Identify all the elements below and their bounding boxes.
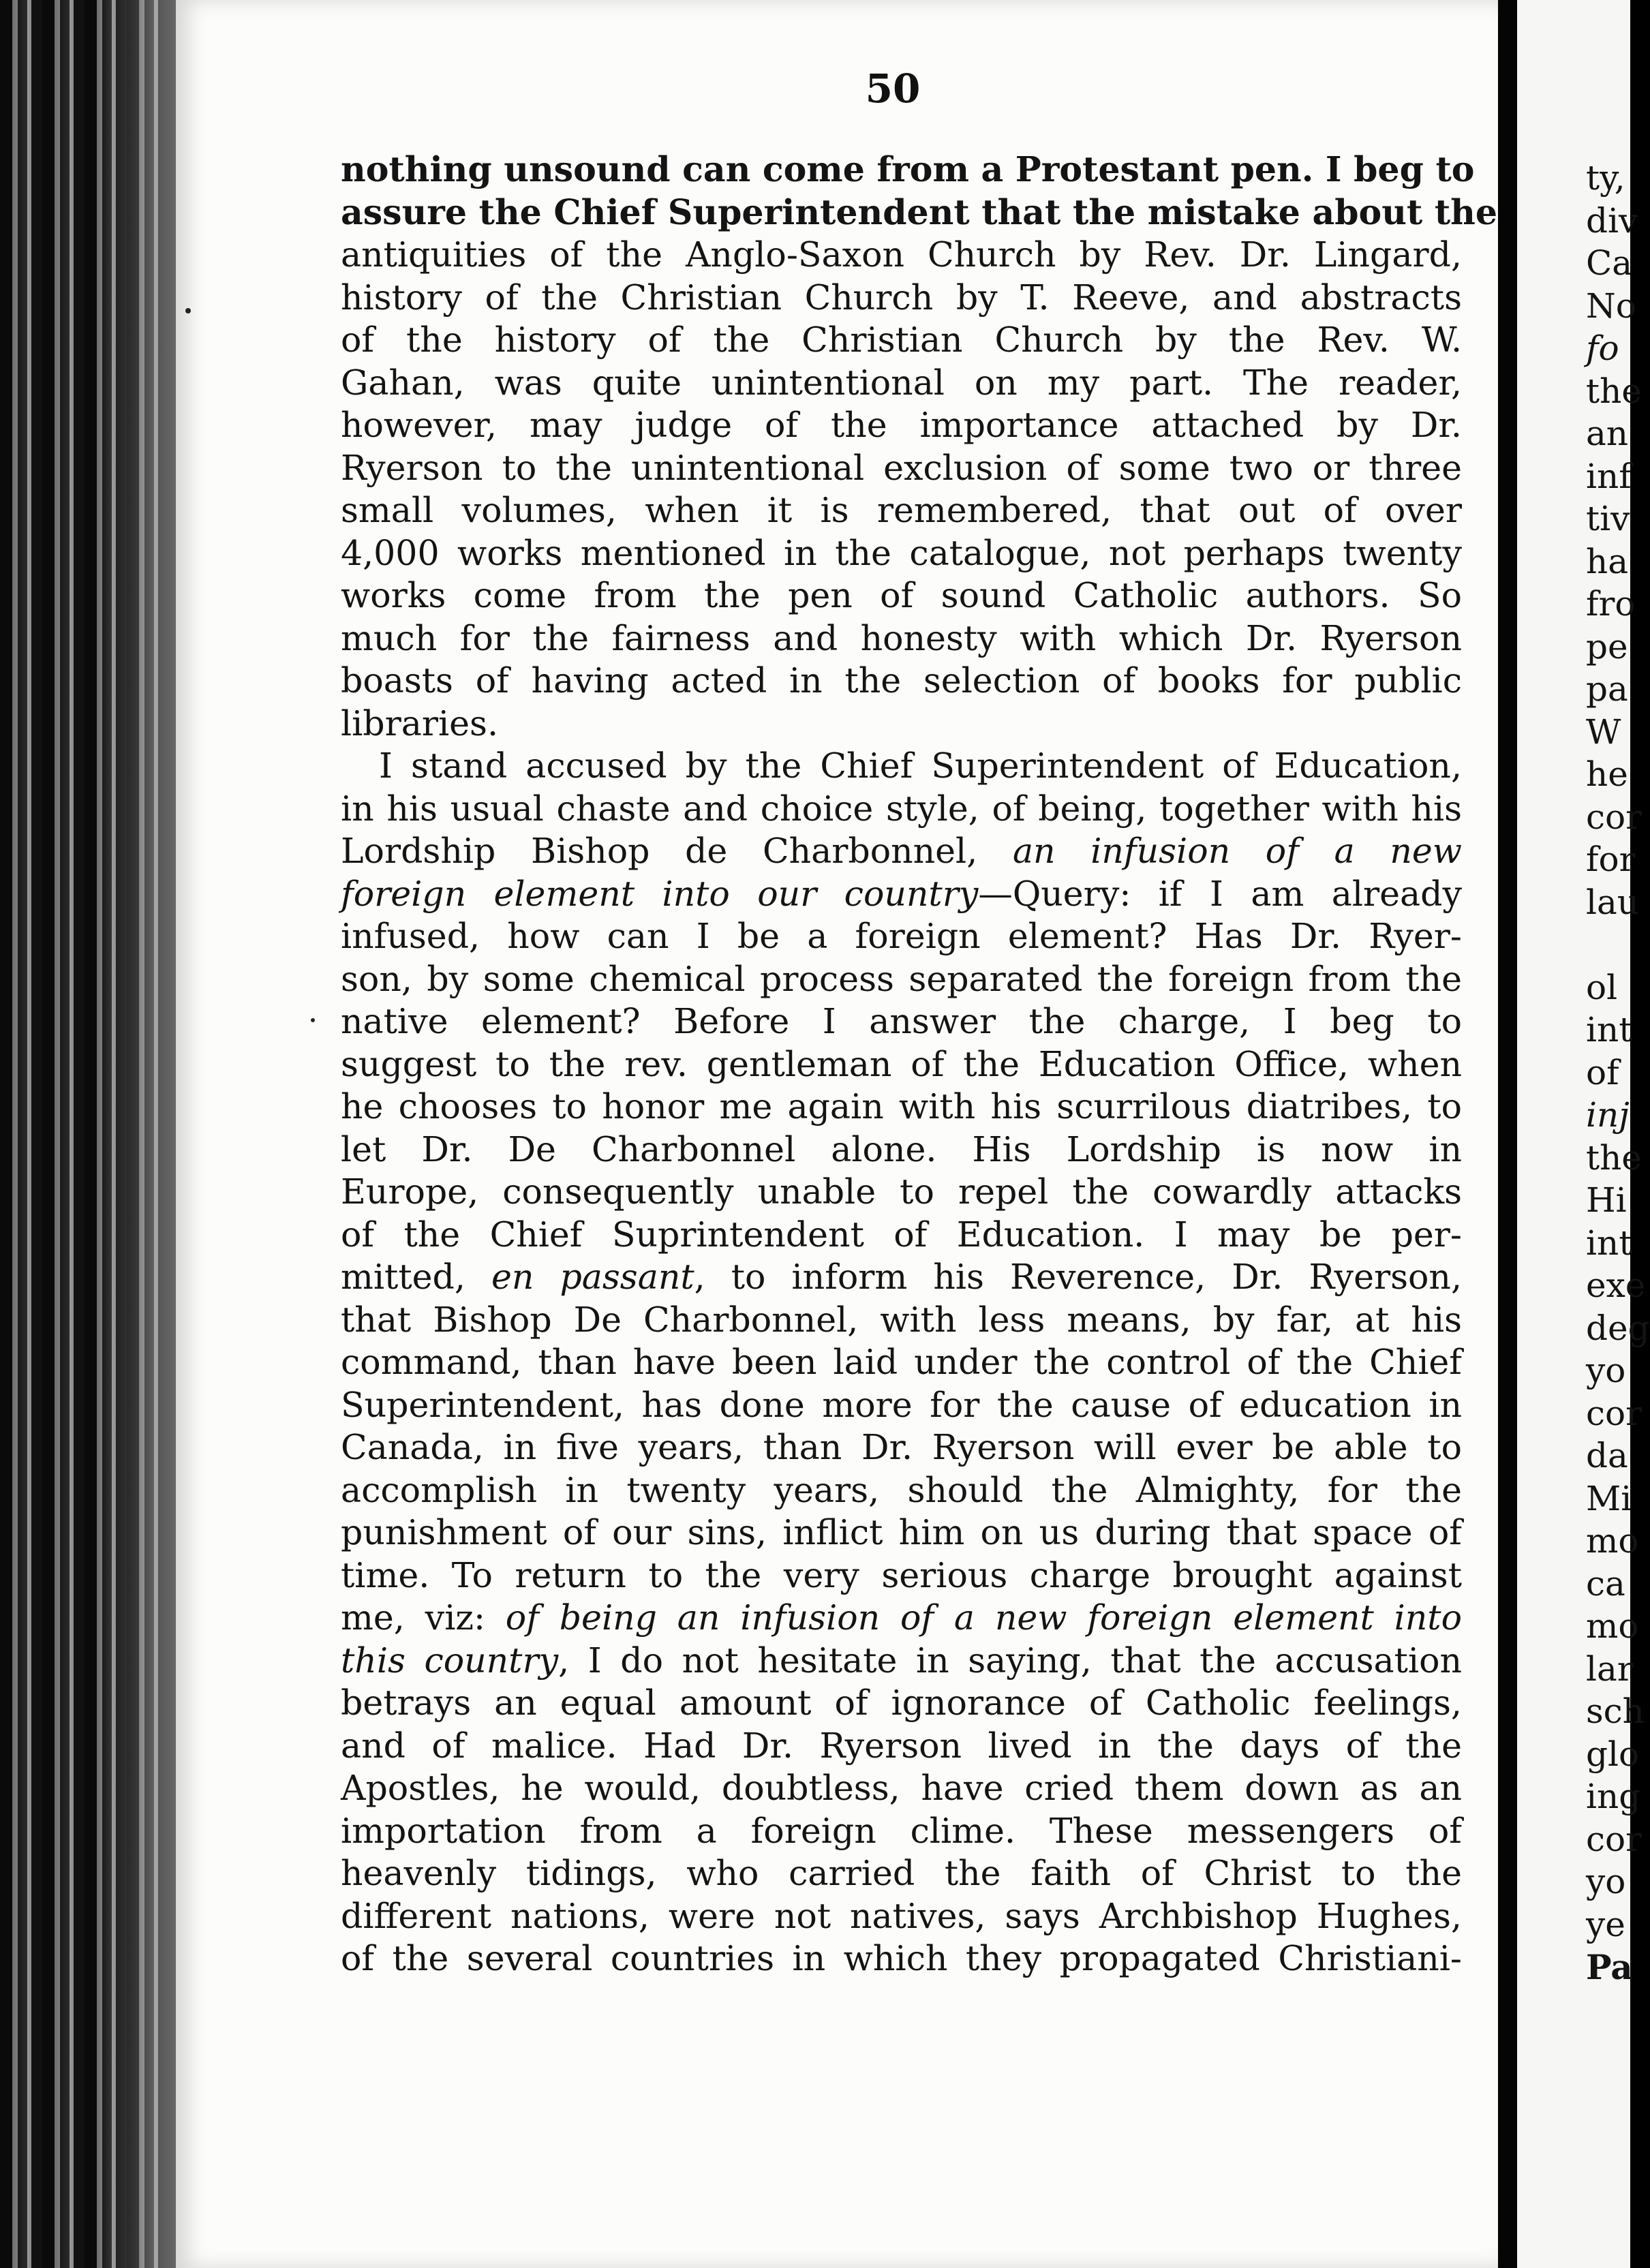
right-page-fragment: yo bbox=[1586, 1862, 1626, 1901]
text-line bbox=[341, 1299, 1462, 1342]
text-line bbox=[341, 1000, 1462, 1043]
text-segment: mitted, bbox=[341, 1257, 491, 1297]
text-line bbox=[341, 1554, 1462, 1597]
text-segment: of the several countries in which they propagated Christiani- bbox=[341, 1938, 1462, 1978]
text-line bbox=[341, 703, 1462, 746]
right-page-fragment: cor bbox=[1586, 1819, 1643, 1859]
right-page-fragment: ty, bbox=[1586, 158, 1625, 198]
text-line bbox=[341, 1852, 1462, 1895]
text-segment: son, by some chemical process separated the foreign from the bbox=[341, 958, 1462, 999]
right-page-fragment: for bbox=[1586, 840, 1636, 879]
text-segment: 4,000 works mentioned in the catalogue, not perhaps twenty bbox=[341, 532, 1462, 573]
text-segment: let Dr. De Charbonnel alone. His Lordship is now in bbox=[341, 1129, 1462, 1169]
text-line bbox=[341, 1937, 1462, 1980]
right-page-fragment: mo bbox=[1586, 1606, 1639, 1646]
text-segment: Europe, consequently unable to repel the cowardly attacks bbox=[341, 1171, 1462, 1212]
right-page-fragment: ol bbox=[1586, 967, 1618, 1007]
right-page-fragment: an bbox=[1586, 414, 1629, 453]
text-segment: , to inform his Reverence, Dr. Ryerson, bbox=[694, 1257, 1462, 1297]
right-page-fragment: yo bbox=[1586, 1351, 1626, 1390]
right-page-fragment: sch bbox=[1586, 1691, 1645, 1731]
italic-text: foreign element into our country bbox=[341, 873, 979, 914]
right-page-fragment: No bbox=[1586, 286, 1636, 326]
text-line bbox=[341, 915, 1462, 958]
right-page-fragment: ha bbox=[1586, 541, 1629, 581]
text-segment: accomplish in twenty years, should the Almighty, for the bbox=[341, 1469, 1462, 1510]
right-page-fragment: the bbox=[1586, 371, 1642, 411]
text-line bbox=[341, 362, 1462, 405]
text-segment: nothing unsound can come from a Protestant pen. I beg to bbox=[341, 149, 1475, 189]
text-line bbox=[341, 1256, 1462, 1299]
text-segment: infused, how can I be a foreign element? Has Dr. Ryer- bbox=[341, 916, 1462, 956]
right-page-fragment: Ca bbox=[1586, 243, 1633, 283]
text-line bbox=[341, 489, 1462, 532]
right-page-fragment: glo bbox=[1586, 1734, 1640, 1774]
text-line bbox=[341, 1767, 1462, 1810]
text-line bbox=[341, 1341, 1462, 1384]
right-page-fragment: deg bbox=[1586, 1308, 1650, 1348]
text-segment: antiquities of the Anglo-Saxon Church by Rev. Dr. Lingard, bbox=[341, 234, 1462, 275]
page-divider bbox=[1498, 0, 1517, 2268]
text-line bbox=[341, 319, 1462, 362]
text-line bbox=[341, 1725, 1462, 1768]
text-line bbox=[341, 1512, 1462, 1554]
text-line bbox=[341, 1043, 1462, 1086]
text-line bbox=[341, 745, 1462, 788]
text-line bbox=[341, 617, 1462, 660]
right-page-fragment: W bbox=[1586, 711, 1621, 752]
italic-text: en passant bbox=[491, 1257, 694, 1297]
text-line bbox=[341, 1682, 1462, 1725]
text-line bbox=[341, 1895, 1462, 1938]
right-page-fragment: pa bbox=[1586, 669, 1628, 709]
right-page-fragment: inj bbox=[1586, 1095, 1630, 1135]
text-segment: libraries. bbox=[341, 703, 499, 744]
right-page-fragment: exe bbox=[1586, 1266, 1646, 1305]
text-segment: importation from a foreign clime. These messengers of bbox=[341, 1810, 1462, 1851]
page-number: 50 bbox=[865, 65, 921, 112]
text-segment: Ryerson to the unintentional exclusion of some two or three bbox=[341, 447, 1462, 488]
text-line bbox=[341, 1597, 1462, 1640]
right-page-fragment: cor bbox=[1586, 797, 1643, 837]
text-line bbox=[341, 234, 1462, 277]
text-segment: punishment of our sins, inflict him on us during that space of bbox=[341, 1512, 1462, 1552]
right-page-fragment: Mi bbox=[1586, 1478, 1632, 1518]
right-page-fragment: int bbox=[1586, 1010, 1633, 1049]
text-segment: me, viz: bbox=[341, 1597, 506, 1638]
text-segment: works come from the pen of sound Catholic authors. So bbox=[341, 575, 1462, 615]
ink-speck bbox=[311, 1018, 315, 1022]
right-page-fragment: lau bbox=[1586, 882, 1640, 922]
right-page-fragment: int bbox=[1586, 1223, 1633, 1263]
text-segment: of the history of the Christian Church by the Rev. W. bbox=[341, 320, 1462, 360]
text-segment: and of malice. Had Dr. Ryerson lived in the days of the bbox=[341, 1725, 1462, 1766]
gutter-shadow bbox=[102, 0, 184, 2268]
text-segment: Superintendent, has done more for the cause of education in bbox=[341, 1384, 1462, 1425]
text-segment: Gahan, was quite unintentional on my part. The reader, bbox=[341, 362, 1462, 403]
text-line bbox=[341, 447, 1462, 490]
text-segment: time. To return to the very serious charge brought against bbox=[341, 1554, 1462, 1595]
text-segment: command, than have been laid under the control of the Chief bbox=[341, 1342, 1462, 1382]
text-line bbox=[341, 277, 1462, 320]
text-segment: he chooses to honor me again with his scurrilous diatribes, to bbox=[341, 1086, 1462, 1127]
right-page-fragment: he bbox=[1586, 754, 1628, 794]
text-line bbox=[341, 830, 1462, 873]
text-line bbox=[341, 1640, 1462, 1683]
text-segment: Lordship Bishop de Charbonnel, bbox=[341, 831, 1013, 871]
text-segment: I stand accused by the Chief Superintendent of Education, bbox=[379, 746, 1462, 786]
right-page-fragment: of bbox=[1586, 1052, 1619, 1092]
right-page-fragment: fo bbox=[1586, 328, 1619, 368]
right-page-fragment: cor bbox=[1586, 1393, 1643, 1433]
text-segment: betrays an equal amount of ignorance of Catholic feelings, bbox=[341, 1683, 1462, 1723]
italic-text: this country bbox=[341, 1640, 559, 1681]
text-segment: that Bishop De Charbonnel, with less means, by far, at his bbox=[341, 1299, 1462, 1340]
text-line bbox=[341, 788, 1462, 831]
right-page-fragment: ing bbox=[1586, 1777, 1641, 1816]
right-page-fragment: inf bbox=[1586, 456, 1632, 496]
text-segment: Apostles, he would, doubtless, have cried them down as an bbox=[341, 1768, 1462, 1808]
body-text bbox=[341, 149, 1498, 1980]
right-page-fragment: mo bbox=[1586, 1521, 1639, 1561]
text-segment: boasts of having acted in the selection of books for public bbox=[341, 660, 1462, 701]
text-line bbox=[341, 149, 1475, 191]
text-segment: different nations, were not natives, says Archbishop Hughes, bbox=[341, 1895, 1462, 1936]
right-page-fragment: pe bbox=[1586, 626, 1628, 666]
right-page-fragment: div bbox=[1586, 200, 1638, 241]
right-page-fragment: lar bbox=[1586, 1649, 1634, 1689]
text-line bbox=[341, 1129, 1462, 1171]
text-line bbox=[341, 532, 1462, 575]
text-line bbox=[341, 191, 1498, 234]
text-segment: of the Chief Suprintendent of Education. I may be per- bbox=[341, 1214, 1462, 1255]
text-line bbox=[341, 1086, 1462, 1129]
ink-speck bbox=[185, 308, 191, 313]
text-segment: however, may judge of the importance attached by Dr. bbox=[341, 405, 1462, 445]
italic-text: of being an infusion of a new foreign element into bbox=[505, 1597, 1462, 1638]
text-line bbox=[341, 1469, 1462, 1512]
text-segment: suggest to the rev. gentleman of the Education Office, when bbox=[341, 1043, 1462, 1084]
text-line bbox=[341, 660, 1462, 703]
text-segment: much for the fairness and honesty with which Dr. Ryerson bbox=[341, 617, 1462, 658]
right-page-fragment: ca bbox=[1586, 1563, 1625, 1604]
right-page-fragment: Hi bbox=[1586, 1180, 1627, 1220]
text-segment: , I do not hesitate in saying, that the accusation bbox=[558, 1640, 1462, 1681]
right-page-fragment: da bbox=[1586, 1436, 1628, 1475]
text-line bbox=[341, 873, 1462, 916]
text-line bbox=[341, 1214, 1462, 1257]
italic-text: an infusion of a new bbox=[1012, 831, 1462, 871]
text-segment: —Query: if I am already bbox=[978, 873, 1462, 914]
right-page-fragment: Pa bbox=[1586, 1947, 1633, 1987]
text-line bbox=[341, 1171, 1462, 1214]
text-line bbox=[341, 1426, 1462, 1469]
text-segment: small volumes, when it is remembered, that out of over bbox=[341, 490, 1462, 530]
text-line bbox=[341, 404, 1462, 447]
text-segment: history of the Christian Church by T. Reeve, and abstracts bbox=[341, 277, 1462, 318]
text-line bbox=[341, 1810, 1462, 1853]
right-page-fragment: ye bbox=[1586, 1904, 1625, 1944]
text-line bbox=[341, 958, 1462, 1001]
text-segment: in his usual chaste and choice style, of being, together with his bbox=[341, 788, 1462, 829]
text-segment: heavenly tidings, who carried the faith of Christ to the bbox=[341, 1853, 1462, 1893]
text-segment: Canada, in five years, than Dr. Ryerson will ever be able to bbox=[341, 1427, 1462, 1467]
text-segment: assure the Chief Superintendent that the mistake about the bbox=[341, 191, 1498, 232]
text-line bbox=[341, 574, 1462, 617]
text-segment: native element? Before I answer the charge, I beg to bbox=[341, 1001, 1462, 1041]
text-line bbox=[341, 1384, 1462, 1427]
right-page-fragment: tiv bbox=[1586, 499, 1630, 538]
right-page-fragment: the bbox=[1586, 1137, 1642, 1178]
right-page-fragment: fro bbox=[1586, 584, 1636, 624]
